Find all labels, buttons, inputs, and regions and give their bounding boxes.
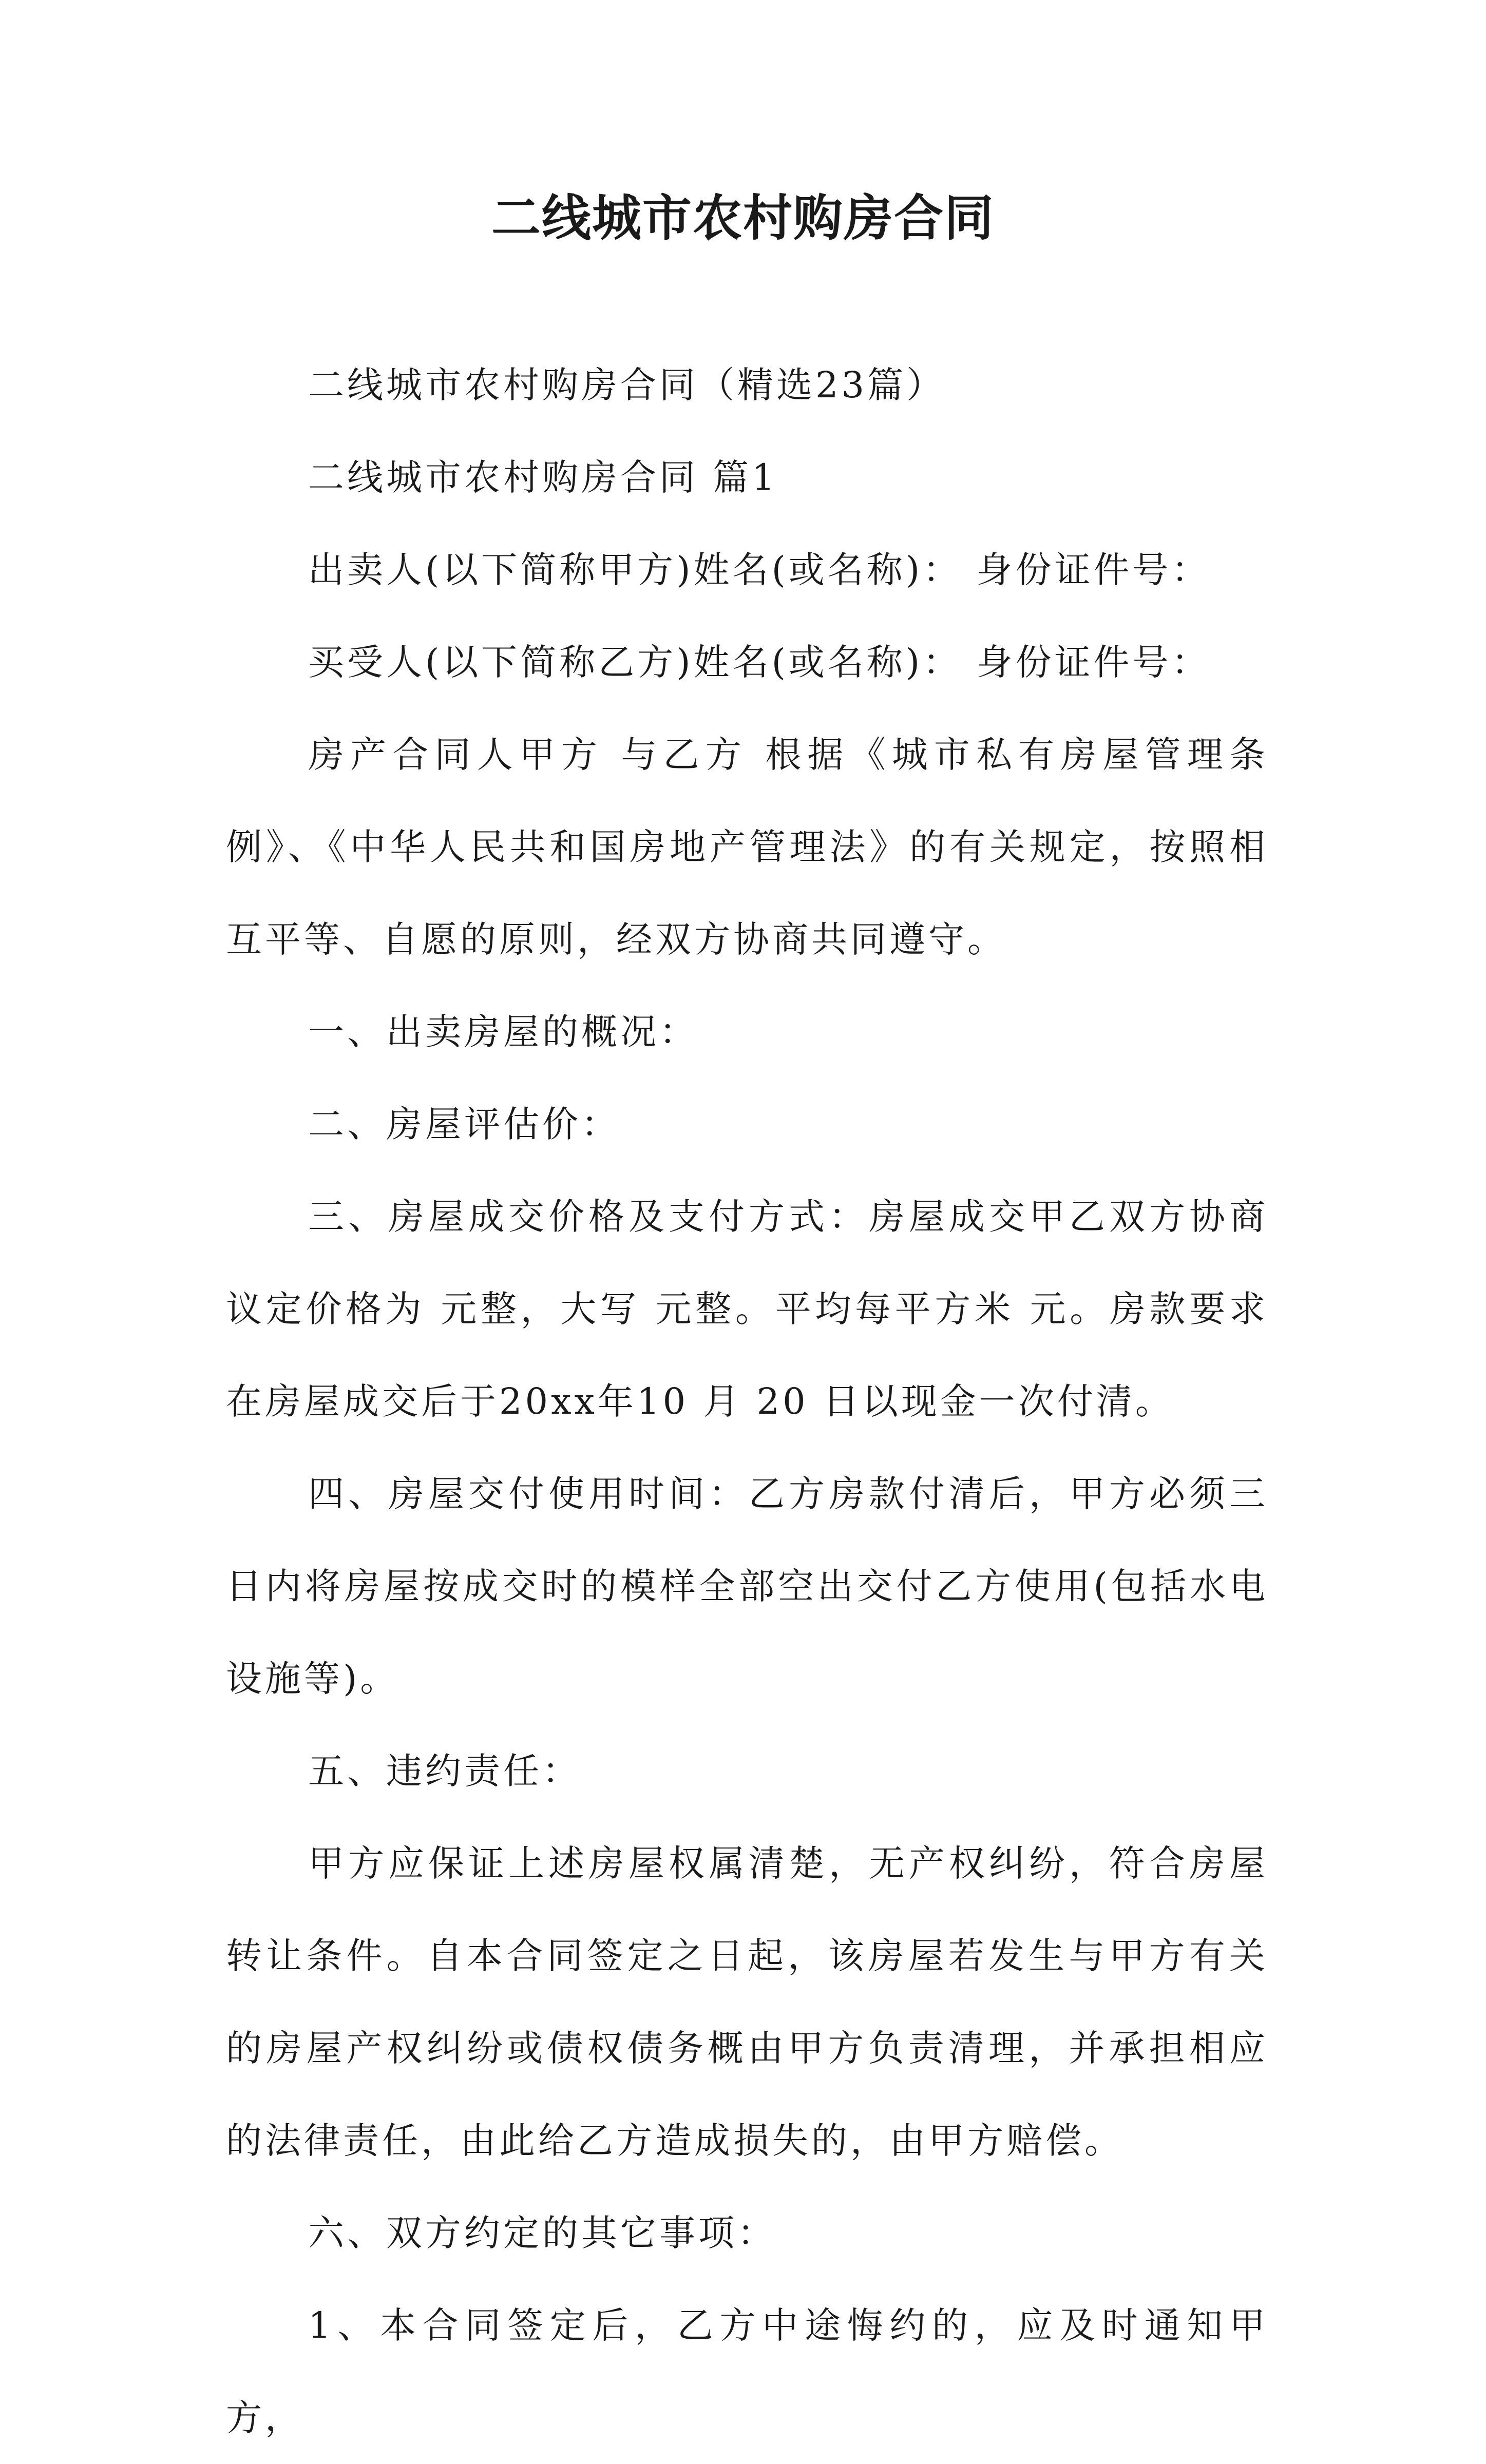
paragraph-collection-title: 二线城市农村购房合同（精选23篇） (308, 364, 946, 406)
paragraph-section-2: 二、房屋评估价： (308, 1103, 620, 1145)
paragraph-section-6: 六、双方约定的其它事项： (308, 2212, 776, 2254)
paragraph-buyer: 买受人(以下简称乙方)姓名(或名称)： 身份证件号： (308, 641, 1211, 683)
paragraph-section-1: 一、出卖房屋的概况： (308, 1011, 698, 1053)
document-title: 二线城市农村购房合同 (491, 189, 995, 247)
paragraph-section-4: 四、房屋交付使用时间：乙方房款付清后，甲方必须三日内将房屋按成交时的模样全部空出交付乙方使用(包括水电设施等)。 (226, 1473, 1268, 1700)
paragraph-seller: 出卖人(以下简称甲方)姓名(或名称)： 身份证件号： (308, 549, 1211, 591)
document-body (226, 339, 1268, 2464)
paragraph-section-3: 三、房屋成交价格及支付方式：房屋成交甲乙双方协商议定价格为 元整，大写 元整。平均每平方米 元。房款要求在房屋成交后于20xx年10 月 20 日以现金一次付清。 (226, 1196, 1268, 1422)
paragraph-liability: 甲方应保证上述房屋权属清楚，无产权纠纷，符合房屋转让条件。自本合同签定之日起，该房屋若发生与甲方有关的房屋产权纠纷或债权债务概由甲方负责清理，并承担相应的法律责任，由此给乙方造成损失的，由甲方赔偿。 (226, 1842, 1268, 2162)
paragraph-section-5: 五、违约责任： (308, 1750, 581, 1792)
paragraph-article-heading: 二线城市农村购房合同 篇1 (308, 456, 778, 498)
paragraph-clause-1: 1、本合同签定后，乙方中途悔约的，应及时通知甲方， (226, 2304, 1268, 2439)
paragraph-preamble: 房产合同人甲方 与乙方 根据《城市私有房屋管理条例》、《中华人民共和国房地产管理法》的有关规定，按照相互平等、自愿的原则，经双方协商共同遵守。 (226, 734, 1268, 960)
